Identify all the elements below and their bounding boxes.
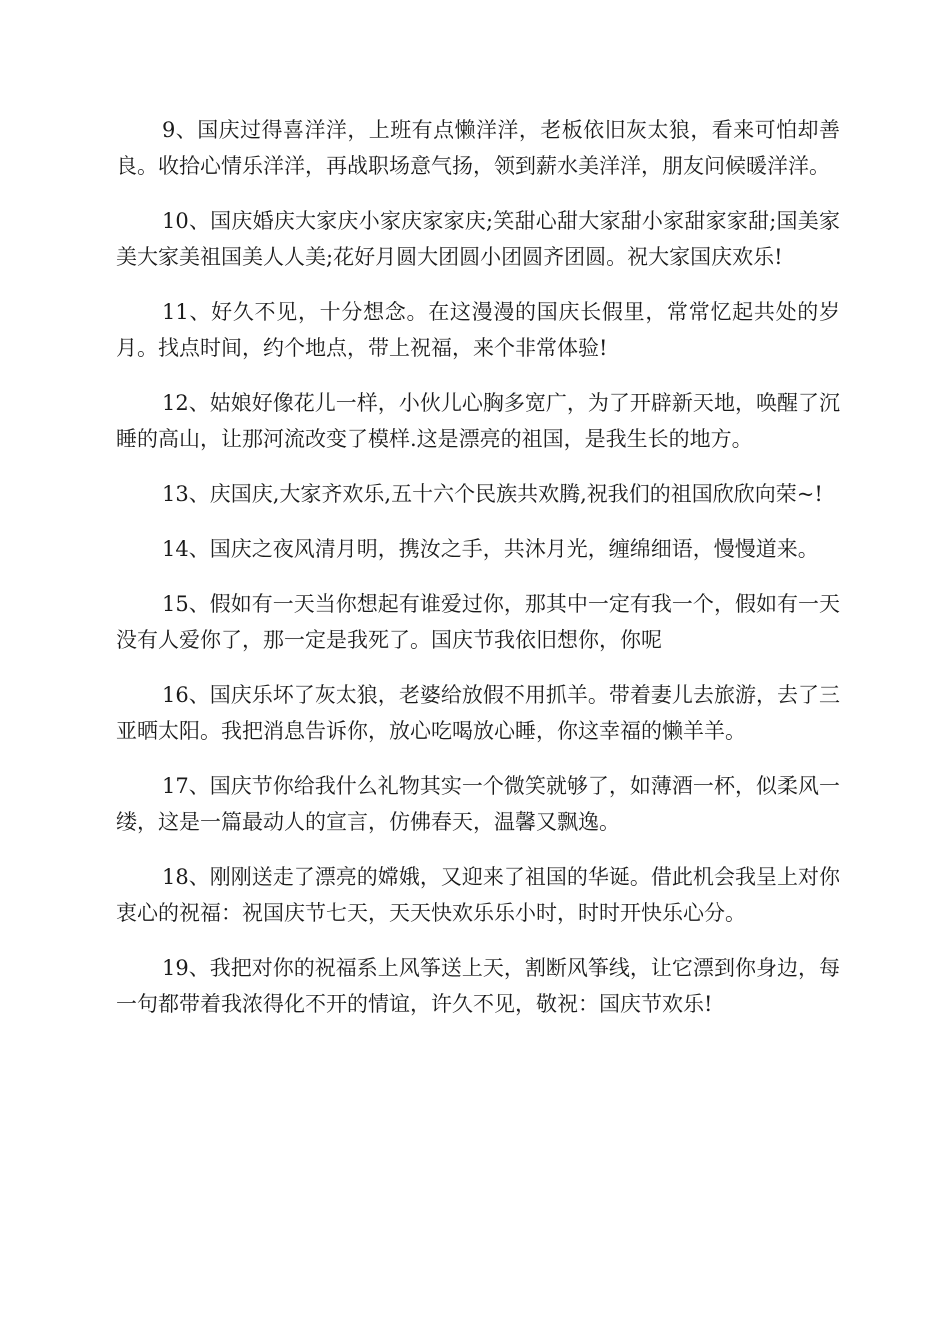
paragraph-16: 16、国庆乐坏了灰太狼，老婆给放假不用抓羊。带着妻儿去旅游，去了三亚晒太阳。我把消息告诉你，放心吃喝放心睡，你这幸福的懒羊羊。 <box>116 683 840 743</box>
paragraph-10: 10、国庆婚庆大家庆小家庆家家庆;笑甜心甜大家甜小家甜家家甜;国美家美大家美祖国美人人美;花好月圆大团圆小团圆齐团圆。祝大家国庆欢乐! <box>116 209 840 269</box>
paragraph-14: 14、国庆之夜风清月明，携汝之手，共沐月光，缠绵细语，慢慢道来。 <box>162 537 819 561</box>
paragraph-17: 17、国庆节你给我什么礼物其实一个微笑就够了，如薄酒一杯，似柔风一缕，这是一篇最动人的宣言，仿佛春天，温馨又飘逸。 <box>116 774 840 834</box>
paragraph-13: 13、庆国庆,大家齐欢乐,五十六个民族共欢腾,祝我们的祖国欣欣向荣~! <box>162 482 823 506</box>
paragraph-9: 9、国庆过得喜洋洋，上班有点懒洋洋，老板依旧灰太狼，看来可怕却善良。收拾心情乐洋洋，再战职场意气扬，领到薪水美洋洋，朋友问候暖洋洋。 <box>116 118 840 178</box>
paragraph-18: 18、刚刚送走了漂亮的嫦娥，又迎来了祖国的华诞。借此机会我呈上对你衷心的祝福：祝国庆节七天，天天快欢乐乐小时，时时开快乐心分。 <box>116 865 840 925</box>
document-body <box>116 112 840 1041</box>
paragraph-11: 11、好久不见，十分想念。在这漫漫的国庆长假里，常常忆起共处的岁月。找点时间，约个地点，带上祝福，来个非常体验! <box>116 300 840 360</box>
paragraph-15: 15、假如有一天当你想起有谁爱过你，那其中一定有我一个，假如有一天没有人爱你了，那一定是我死了。国庆节我依旧想你，你呢 <box>116 592 840 652</box>
paragraph-19: 19、我把对你的祝福系上风筝送上天，割断风筝线，让它漂到你身边，每一句都带着我浓得化不开的情谊，许久不见，敬祝：国庆节欢乐! <box>116 956 840 1016</box>
paragraph-12: 12、姑娘好像花儿一样，小伙儿心胸多宽广，为了开辟新天地，唤醒了沉睡的高山，让那河流改变了模样.这是漂亮的祖国，是我生长的地方。 <box>116 391 840 451</box>
